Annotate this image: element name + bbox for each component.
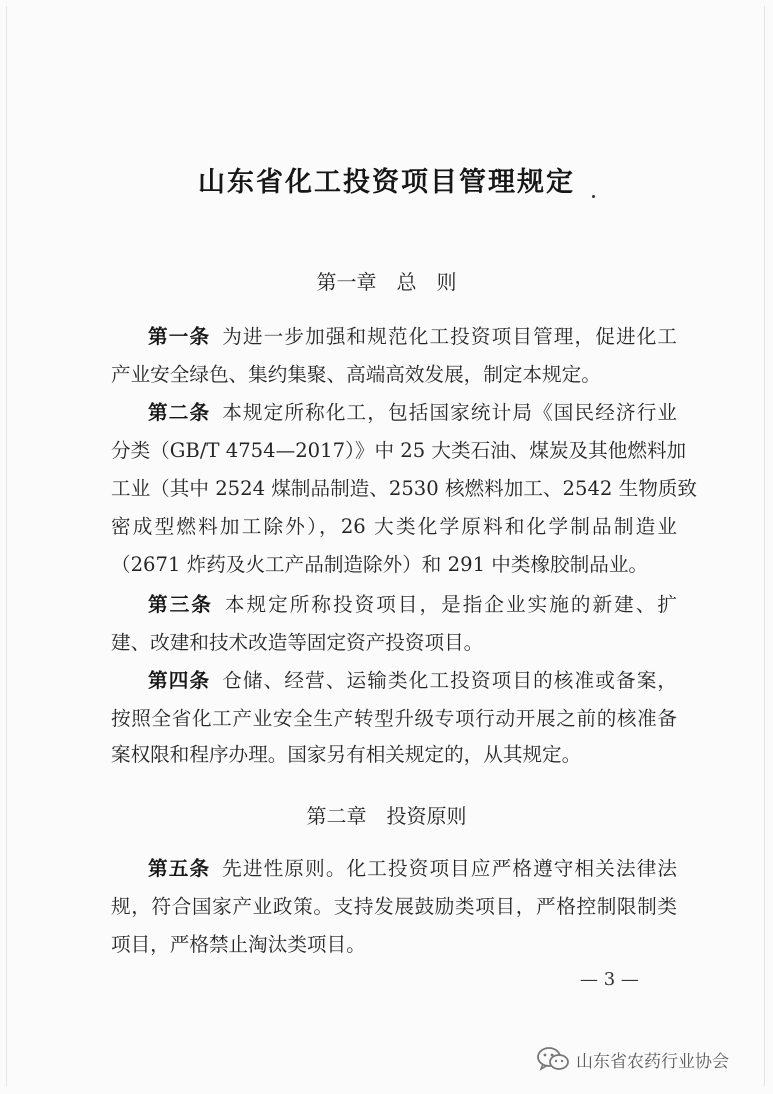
article-2-number: 第二条	[148, 401, 211, 424]
article-5-number: 第五条	[148, 857, 211, 880]
article-3-line-1: 第三条 本规定所称投资项目，是指企业实施的新建、扩	[148, 593, 678, 616]
article-4-line-3: 案权限和程序办理。国家另有相关规定的，从其规定。	[111, 743, 582, 766]
article-1-line-2: 产业安全绿色、集约集聚、高端高效发展，制定本规定。	[111, 363, 601, 386]
watermark-text: 山东省农药行业协会	[576, 1051, 729, 1072]
article-4-line-2: 按照全省化工产业安全生产转型升级专项行动开展之前的核准备	[111, 707, 677, 730]
article-2-line-3: 工业（其中 2524 煤制品制造、2530 核燃料加工、2542 生物质致	[111, 477, 697, 500]
article-3-number: 第三条	[148, 593, 213, 616]
page-number: — 3 —	[580, 969, 639, 990]
watermark-footer	[536, 1044, 729, 1074]
article-2-line-2: 分类（GB/T 4754—2017）》中 25 大类石油、煤炭及其他燃料加	[111, 439, 687, 462]
article-4-line-1: 第四条 仓储、经营、运输类化工投资项目的核准或备案，	[148, 669, 678, 692]
decorative-dot	[592, 195, 595, 198]
chapter-heading-1: 第一章 总 则	[316, 270, 457, 294]
article-5-line-2: 规，符合国家产业政策。支持发展鼓励类项目，严格控制限制类	[111, 895, 677, 918]
article-5-line-1: 第五条 先进性原则。化工投资项目应严格遵守相关法律法	[148, 857, 678, 880]
article-2-line-5: （2671 炸药及火工产品制造除外）和 291 中类橡胶制品业。	[111, 553, 649, 576]
document-title: 山东省化工投资项目管理规定	[198, 167, 575, 198]
article-2-line-4: 密成型燃料加工除外），26 大类化学原料和化学制品制造业	[111, 515, 677, 538]
article-5-line-3: 项目，严格禁止淘汰类项目。	[111, 933, 366, 956]
article-2-line-1: 第二条 本规定所称化工，包括国家统计局《国民经济行业	[148, 401, 678, 424]
wechat-icon	[536, 1046, 570, 1072]
chapter-heading-2: 第二章 投资原则	[306, 804, 467, 828]
article-3-line-2: 建、改建和技术改造等固定资产投资项目。	[111, 631, 484, 654]
article-1-line-1: 第一条 为进一步加强和规范化工投资项目管理，促进化工	[148, 325, 678, 348]
article-4-number: 第四条	[148, 669, 211, 692]
article-1-number: 第一条	[148, 325, 211, 348]
